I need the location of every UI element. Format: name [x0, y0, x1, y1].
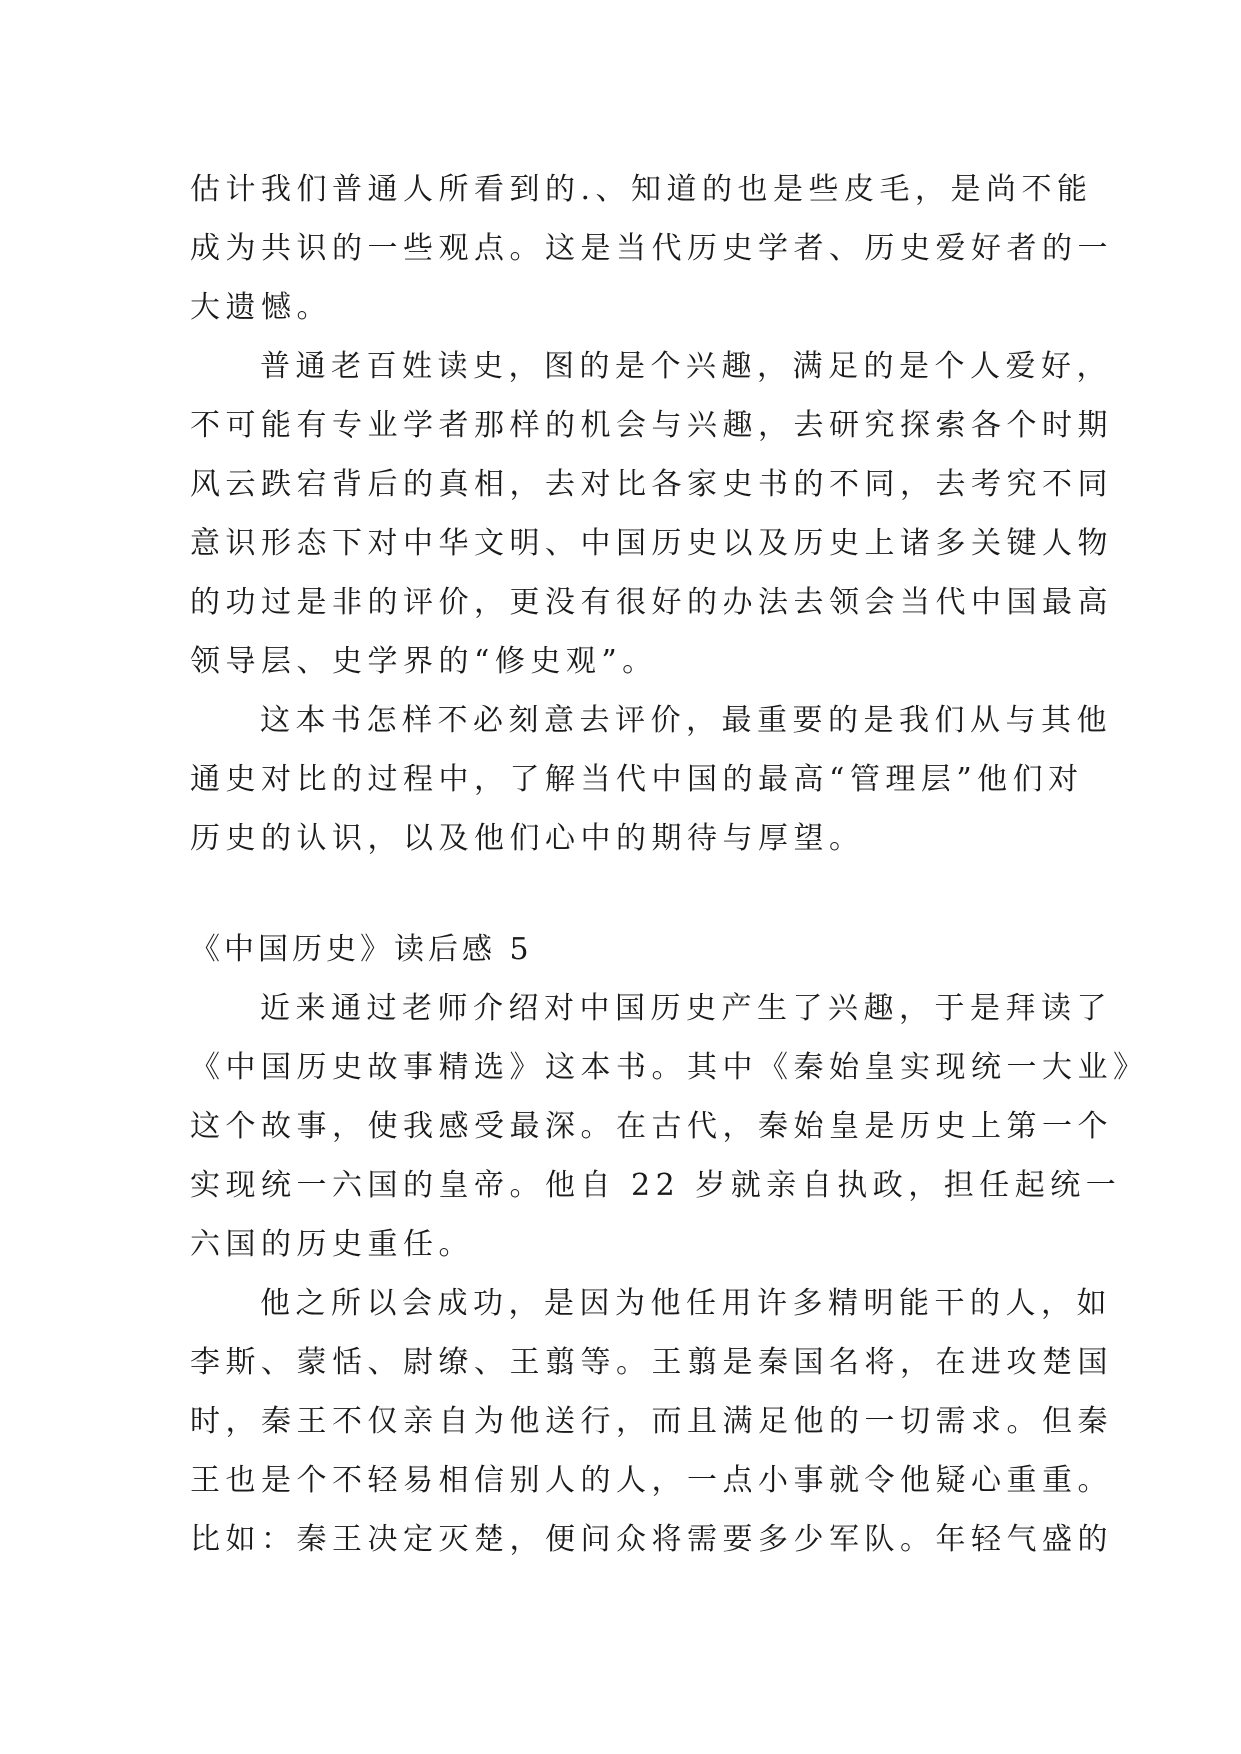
text-line: 成为共识的一些观点。这是当代历史学者、历史爱好者的一 — [190, 231, 1113, 266]
section-gap — [190, 868, 1070, 920]
text-line: 大遗憾。 — [190, 290, 332, 325]
text-line: 李斯、蒙恬、尉缭、王翦等。王翦是秦国名将，在进攻楚国 — [190, 1345, 1113, 1380]
text-line: 这个故事，使我感受最深。在古代，秦始皇是历史上第一个 — [190, 1109, 1113, 1144]
text-line: 估计我们普通人所看到的.、知道的也是些皮毛，是尚不能 — [190, 172, 1093, 207]
paragraph — [190, 337, 1113, 691]
text-line: 时，秦王不仅亲自为他送行，而且满足他的一切需求。但秦 — [190, 1404, 1113, 1439]
paragraph — [190, 1274, 1113, 1569]
text-line: 《中国历史故事精选》这本书。其中《秦始皇实现统一大业》 — [190, 1050, 1149, 1085]
paragraph — [190, 691, 1112, 868]
text-line: 比如：秦王决定灭楚，便问众将需要多少军队。年轻气盛的 — [190, 1522, 1113, 1557]
text-line: 他之所以会成功，是因为他任用许多精明能干的人，如 — [260, 1286, 1112, 1321]
paragraph — [190, 160, 1113, 337]
text-line: 近来通过老师介绍对中国历史产生了兴趣，于是拜读了 — [260, 991, 1112, 1026]
text-line: 六国的历史重任。 — [190, 1227, 474, 1262]
section-heading: 《中国历史》读后感 5 — [190, 932, 533, 967]
document-page — [190, 160, 1149, 1569]
text-line: 历史的认识，以及他们心中的期待与厚望。 — [190, 821, 865, 856]
text-line: 不可能有专业学者那样的机会与兴趣，去研究探索各个时期 — [190, 408, 1113, 443]
text-line: 风云跌宕背后的真相，去对比各家史书的不同，去考究不同 — [190, 467, 1113, 502]
text-line: 意识形态下对中华文明、中国历史以及历史上诸多关键人物 — [190, 526, 1113, 561]
text-line: 的功过是非的评价，更没有很好的办法去领会当代中国最高 — [190, 585, 1113, 620]
text-line: 普通老百姓读史，图的是个兴趣，满足的是个人爱好， — [260, 349, 1112, 384]
text-line: 这本书怎样不必刻意去评价，最重要的是我们从与其他 — [260, 703, 1112, 738]
paragraph — [190, 979, 1149, 1274]
text-line: 领导层、史学界的“修史观”。 — [190, 644, 658, 679]
text-line: 通史对比的过程中，了解当代中国的最高“管理层”他们对 — [190, 762, 1084, 797]
text-line: 实现统一六国的皇帝。他自 22 岁就亲自执政，担任起统一 — [190, 1168, 1122, 1203]
text-line: 王也是个不轻易相信别人的人，一点小事就令他疑心重重。 — [190, 1463, 1113, 1498]
